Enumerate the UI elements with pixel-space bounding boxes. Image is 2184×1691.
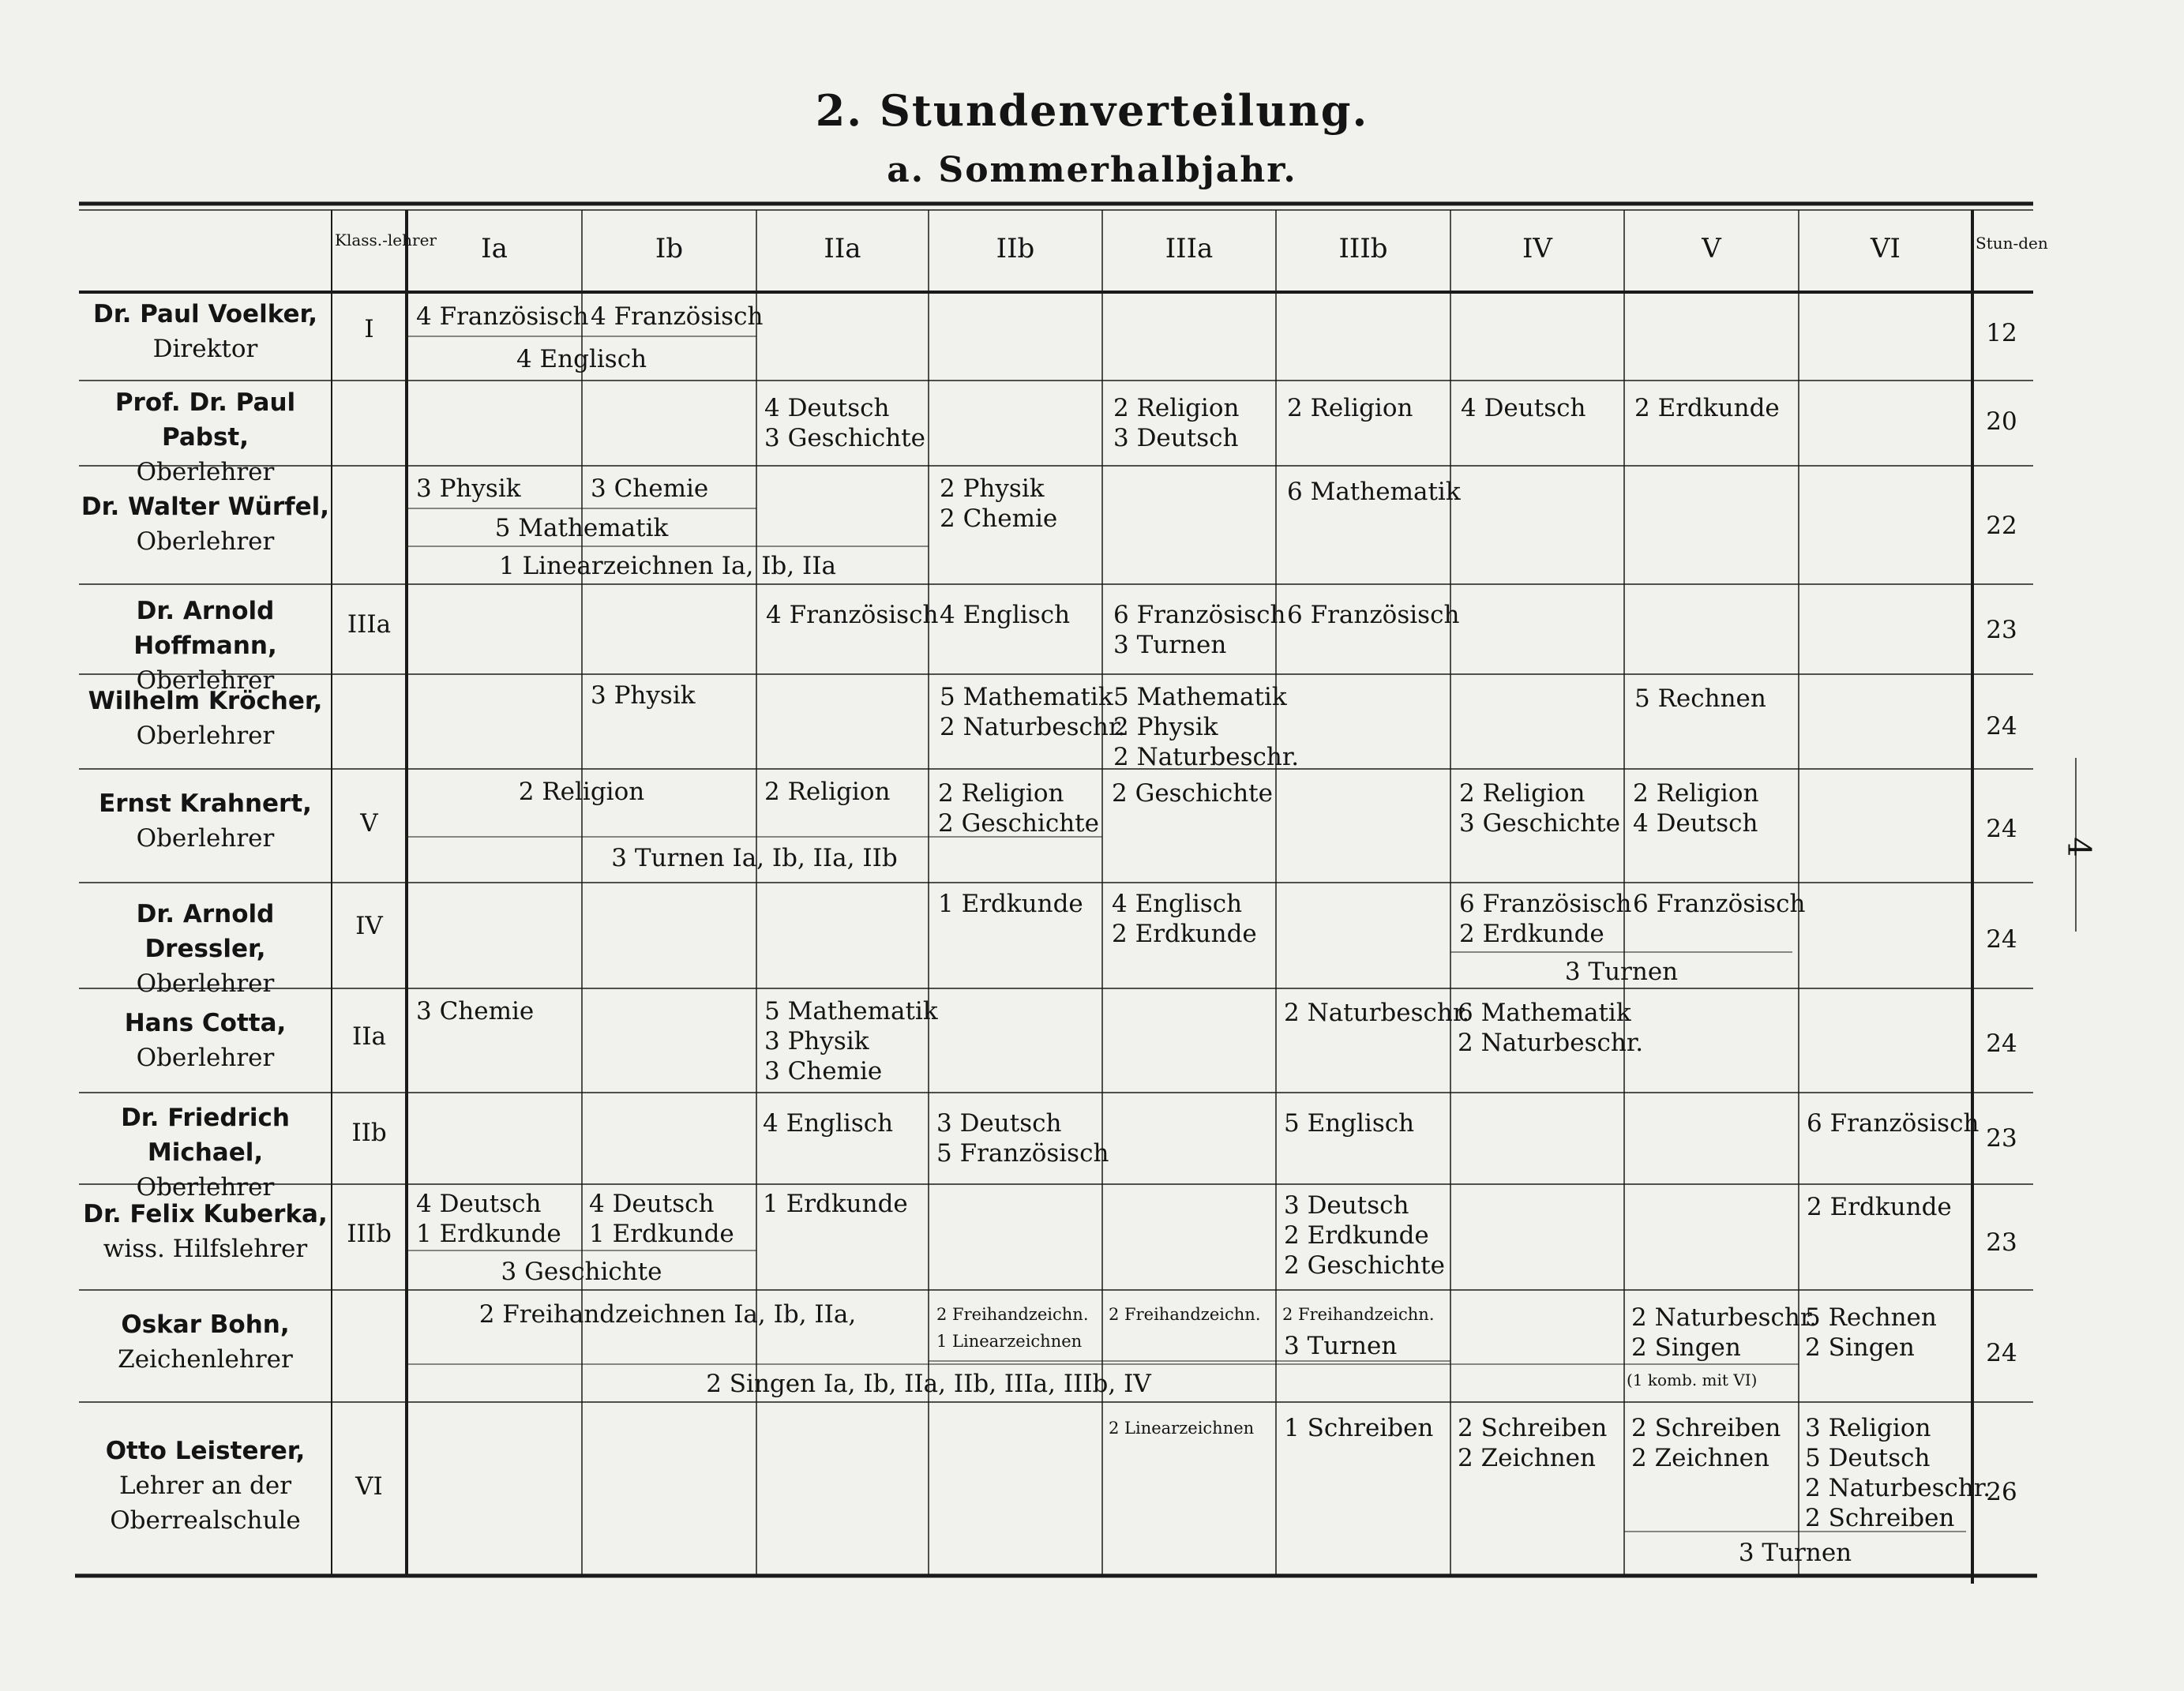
cell-span: 5 Mathematik (494, 514, 669, 542)
teacher-name: Dr. Felix Kuberka, (83, 1200, 328, 1228)
header-ib: Ib (655, 233, 684, 264)
cell-iib: 3 Deutsch 5 Französisch (936, 1109, 1109, 1168)
cell-iiib: 2 Freihandzeichn. (1282, 1305, 1435, 1324)
teacher-title: Oberlehrer (136, 722, 275, 750)
cell-iia: 4 Englisch (763, 1109, 894, 1138)
teacher-name: Otto Leisterer, (105, 1437, 306, 1465)
cell-iia: 4 Französisch (766, 601, 939, 629)
hours: 26 (1986, 1478, 2017, 1506)
cell-iiia: 2 Freihandzeichn. (1109, 1305, 1261, 1324)
klass-lehrer: V (360, 809, 378, 838)
teacher-title: Oberlehrer (136, 824, 275, 853)
teacher-name: Dr. Arnold Dressler, (136, 900, 275, 963)
cell-v: 2 Schreiben 2 Zeichnen (1631, 1414, 1781, 1472)
teacher-name: Dr. Arnold Hoffmann, (133, 597, 277, 660)
cell-iiib: 3 Deutsch 2 Erdkunde 2 Geschichte (1284, 1191, 1445, 1280)
teacher-title: Oberlehrer (136, 458, 275, 486)
teacher-row-6 (79, 897, 332, 1001)
teacher-title: Zeichenlehrer (118, 1345, 293, 1374)
teacher-title: Lehrer an der Oberrealschule (110, 1472, 301, 1535)
cell-ib: 4 Französisch (591, 302, 764, 331)
cell-iiib: 3 Turnen (1284, 1332, 1398, 1360)
teacher-row-3 (79, 594, 332, 698)
cell-vi: 2 Erdkunde (1807, 1193, 1952, 1221)
hours: 23 (1986, 1124, 2017, 1153)
klass-lehrer: IIb (351, 1119, 387, 1147)
cell-iv: 2 Schreiben 2 Zeichnen (1458, 1414, 1608, 1472)
teacher-title: Direktor (152, 335, 258, 363)
cell-iiib: 1 Schreiben (1284, 1414, 1434, 1442)
cell-ib: 3 Physik (591, 681, 696, 710)
header-iv: IV (1522, 233, 1552, 264)
cell-vi: 3 Religion 5 Deutsch 2 Naturbeschr. 2 Schreiben (1805, 1414, 1991, 1532)
cell-iiia: 4 Englisch 2 Erdkunde (1112, 890, 1257, 948)
cell-v: 2 Erdkunde (1634, 394, 1780, 422)
cell-ia-ib: 2 Religion (518, 778, 645, 806)
cell-iia: 2 Religion (764, 778, 891, 806)
teacher-row-4 (79, 684, 332, 753)
cell-iia: 5 Mathematik 3 Physik 3 Chemie (764, 997, 938, 1085)
klass-lehrer: IIa (352, 1022, 386, 1051)
cell-iiia: 2 Geschichte (1112, 779, 1273, 808)
cell-iv: 6 Französisch 2 Erdkunde (1459, 890, 1632, 948)
cell-iiia: 6 Französisch 3 Turnen (1113, 601, 1286, 659)
cell-iib: 1 Erdkunde (938, 890, 1083, 918)
cell-iiib: 5 Englisch (1284, 1109, 1415, 1138)
cell-iib: 2 Religion 2 Geschichte (938, 779, 1099, 838)
cell-v: 6 Französisch (1633, 890, 1806, 918)
teacher-name: Wilhelm Kröcher, (88, 687, 323, 715)
cell-span: 3 Turnen Ia, Ib, IIa, IIb (611, 844, 898, 872)
header-vi: VI (1871, 233, 1901, 264)
teacher-name: Hans Cotta, (124, 1009, 287, 1037)
cell-iv: 4 Deutsch (1461, 394, 1586, 422)
cell-iia: 1 Erdkunde (763, 1190, 908, 1218)
cell-iv: 2 Religion 3 Geschichte (1459, 779, 1620, 838)
cell-vi: 5 Rechnen 2 Singen (1805, 1303, 1937, 1362)
cell-v-note: (1 komb. mit VI) (1627, 1370, 1758, 1389)
cell-span: 2 Freihandzeichnen Ia, Ib, IIa, (478, 1300, 857, 1329)
cell-iiib: 2 Religion (1287, 394, 1413, 422)
teacher-title: Oberlehrer (136, 1044, 275, 1072)
cell-span: 4 Englisch (516, 345, 647, 373)
cell-v: 2 Singen (1631, 1333, 1741, 1362)
klass-lehrer: IIIb (347, 1220, 392, 1248)
cell-span: 1 Linearzeichnen Ia, Ib, IIa (499, 552, 836, 580)
header-iiia: IIIa (1165, 233, 1214, 264)
cell-ib: 4 Deutsch 1 Erdkunde (589, 1190, 734, 1248)
page-heading: 2. Stundenverteilung. (815, 85, 1369, 136)
teacher-name: Dr. Friedrich Michael, (121, 1104, 290, 1167)
header-iia: IIa (824, 233, 861, 264)
cell-span: 3 Turnen (1564, 958, 1679, 986)
teacher-row-0 (79, 297, 332, 366)
teacher-title: Oberlehrer (136, 527, 275, 556)
cell-ib: 3 Chemie (591, 474, 709, 503)
klass-lehrer: I (364, 315, 374, 343)
cell-iiia: 2 Linearzeichnen (1109, 1419, 1255, 1438)
teacher-row-8 (79, 1100, 332, 1205)
header-iib: IIb (996, 233, 1035, 264)
cell-iv: 6 Mathematik 2 Naturbeschr. (1458, 999, 1644, 1057)
header-klass-lehrer: Klass.-lehrer (335, 231, 437, 249)
header-v: V (1702, 233, 1721, 264)
teacher-row-2 (79, 489, 332, 559)
cell-ia: 3 Chemie (416, 997, 535, 1025)
cell-vi: 6 Französisch (1807, 1109, 1979, 1138)
teacher-name: Dr. Walter Würfel, (81, 493, 330, 521)
cell-v: 2 Religion 4 Deutsch (1633, 779, 1759, 838)
hours: 24 (1986, 712, 2017, 741)
page-number: 4 (2060, 837, 2097, 857)
teacher-title: Oberlehrer (136, 969, 275, 998)
cell-ia: 3 Physik (416, 474, 521, 503)
cell-v: 2 Naturbeschr. (1631, 1303, 1818, 1332)
hours: 12 (1986, 319, 2017, 347)
cell-iib: 2 Freihandzeichn. (936, 1305, 1089, 1324)
teacher-row-9 (79, 1197, 332, 1266)
cell-iiia: 5 Mathematik 2 Physik 2 Naturbeschr. (1113, 683, 1300, 771)
hours: 24 (1986, 1029, 2017, 1058)
teacher-row-11 (79, 1434, 332, 1538)
cell-iib: 1 Linearzeichnen (936, 1332, 1083, 1351)
klass-lehrer: VI (355, 1472, 383, 1501)
teacher-row-5 (79, 786, 332, 856)
cell-iib: 4 Englisch (940, 601, 1071, 629)
cell-span: 2 Singen Ia, Ib, IIa, IIb, IIIa, IIIb, IV (706, 1370, 1151, 1398)
cell-span: 3 Geschichte (501, 1258, 662, 1286)
hours: 23 (1986, 1228, 2017, 1257)
cell-iib: 5 Mathematik 2 Naturbeschr. (940, 683, 1126, 741)
teacher-row-1 (79, 385, 332, 489)
page-subheading: a. Sommerhalbjahr. (887, 150, 1297, 190)
hours: 24 (1986, 1339, 2017, 1367)
klass-lehrer: IIIa (347, 610, 392, 639)
teacher-row-7 (79, 1006, 332, 1075)
hours: 23 (1986, 616, 2017, 644)
teacher-name: Prof. Dr. Paul Pabst, (114, 388, 296, 452)
header-stunden: Stun-den (1976, 234, 2048, 253)
hours: 20 (1986, 407, 2017, 436)
cell-iiia: 2 Religion 3 Deutsch (1113, 394, 1240, 452)
teacher-name: Ernst Krahnert, (99, 789, 312, 818)
teacher-row-10 (79, 1307, 332, 1377)
cell-span: 3 Turnen (1738, 1539, 1852, 1567)
cell-iib: 2 Physik 2 Chemie (940, 474, 1058, 533)
teacher-title: Oberlehrer (136, 666, 275, 695)
header-ia: Ia (481, 233, 508, 264)
teacher-title: wiss. Hilfslehrer (103, 1235, 308, 1263)
hours: 24 (1986, 815, 2017, 843)
cell-iia: 4 Deutsch 3 Geschichte (764, 394, 925, 452)
teacher-name: Oskar Bohn, (121, 1310, 290, 1339)
hours: 22 (1986, 512, 2017, 540)
cell-ia: 4 Französisch (416, 302, 589, 331)
cell-iiib: 6 Mathematik (1287, 478, 1461, 506)
teacher-name: Dr. Paul Voelker, (92, 300, 318, 328)
header-iiib: IIIb (1338, 233, 1388, 264)
cell-iiib: 2 Naturbeschr. (1284, 999, 1470, 1027)
klass-lehrer: IV (355, 912, 383, 940)
cell-ia: 4 Deutsch 1 Erdkunde (416, 1190, 561, 1248)
cell-iiib: 6 Französisch (1287, 601, 1460, 629)
cell-v: 5 Rechnen (1634, 684, 1766, 713)
teacher-title: Oberlehrer (136, 1173, 275, 1202)
hours: 24 (1986, 925, 2017, 954)
